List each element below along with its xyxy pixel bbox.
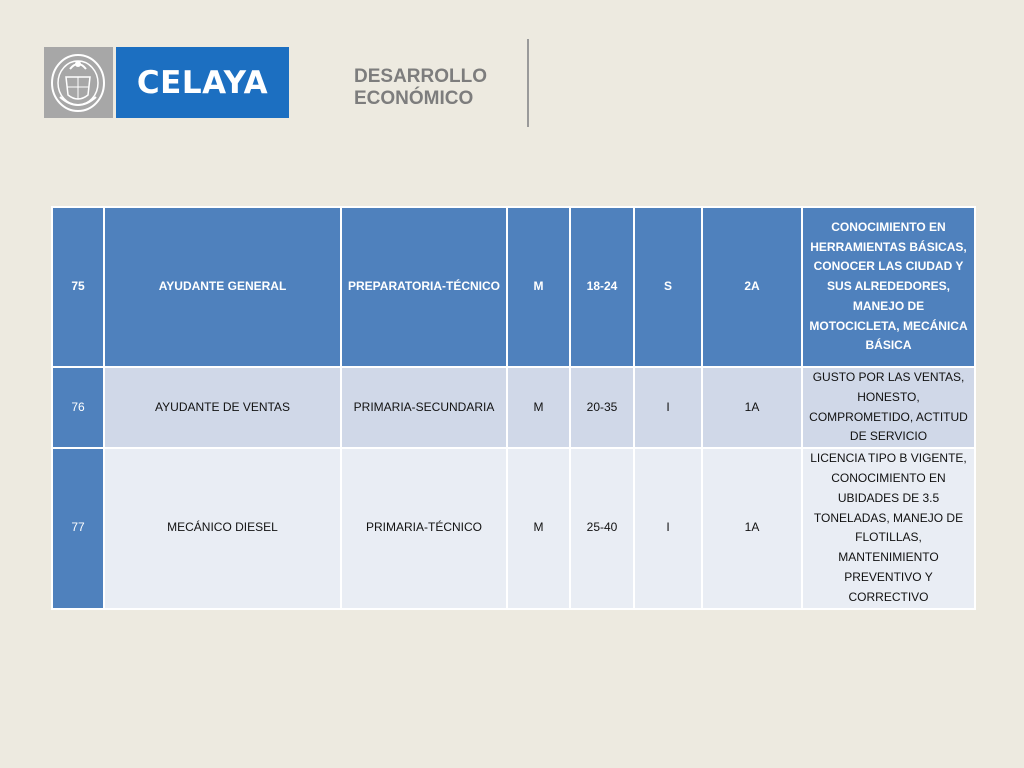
age-range: 18-24 — [570, 207, 634, 367]
celaya-logo — [116, 47, 289, 118]
sex: M — [507, 448, 570, 608]
age-range: 25-40 — [570, 448, 634, 608]
type-code: S — [634, 207, 702, 367]
requirements: LICENCIA TIPO B VIGENTE, CONOCIMIENTO EN UBIDADES DE 3.5 TONELADAS, MANEJO DE FLOTILLAS, MANTENIMIENTO PREVENTIVO Y CORRECTIVO — [802, 448, 975, 608]
shift-code: 1A — [702, 448, 802, 608]
education-level: PREPARATORIA-TÉCNICO — [341, 207, 507, 367]
table-row — [52, 448, 975, 608]
table-row — [52, 207, 975, 367]
requirements: GUSTO POR LAS VENTAS, HONESTO, COMPROMETIDO, ACTITUD DE SERVICIO — [802, 367, 975, 448]
job-title: MECÁNICO DIESEL — [104, 448, 341, 608]
education-level: PRIMARIA-TÉCNICO — [341, 448, 507, 608]
coat-of-arms-icon — [44, 47, 113, 118]
vacancy-number: 75 — [52, 207, 104, 367]
job-title: AYUDANTE DE VENTAS — [104, 367, 341, 448]
job-title: AYUDANTE GENERAL — [104, 207, 341, 367]
table-row — [52, 367, 975, 448]
sex: M — [507, 367, 570, 448]
type-code: I — [634, 367, 702, 448]
vacancy-number: 76 — [52, 367, 104, 448]
logo-text: CELAYA — [136, 64, 269, 101]
vacancy-number: 77 — [52, 448, 104, 608]
shift-code: 2A — [702, 207, 802, 367]
department-title-line2: ECONÓMICO — [354, 88, 474, 109]
education-level: PRIMARIA-SECUNDARIA — [341, 367, 507, 448]
age-range: 20-35 — [570, 367, 634, 448]
requirements: CONOCIMIENTO EN HERRAMIENTAS BÁSICAS, CONOCER LAS CIUDAD Y SUS ALREDEDORES, MANEJO DE MOTOCICLETA, MECÁNICA BÁSICA — [802, 207, 975, 367]
sex: M — [507, 207, 570, 367]
job-vacancies-table — [51, 206, 976, 610]
city-seal-logo — [44, 47, 113, 118]
header-divider — [527, 39, 529, 127]
shift-code: 1A — [702, 367, 802, 448]
department-title — [354, 66, 487, 110]
type-code: I — [634, 448, 702, 608]
department-title-line1: DESARROLLO — [354, 66, 487, 87]
